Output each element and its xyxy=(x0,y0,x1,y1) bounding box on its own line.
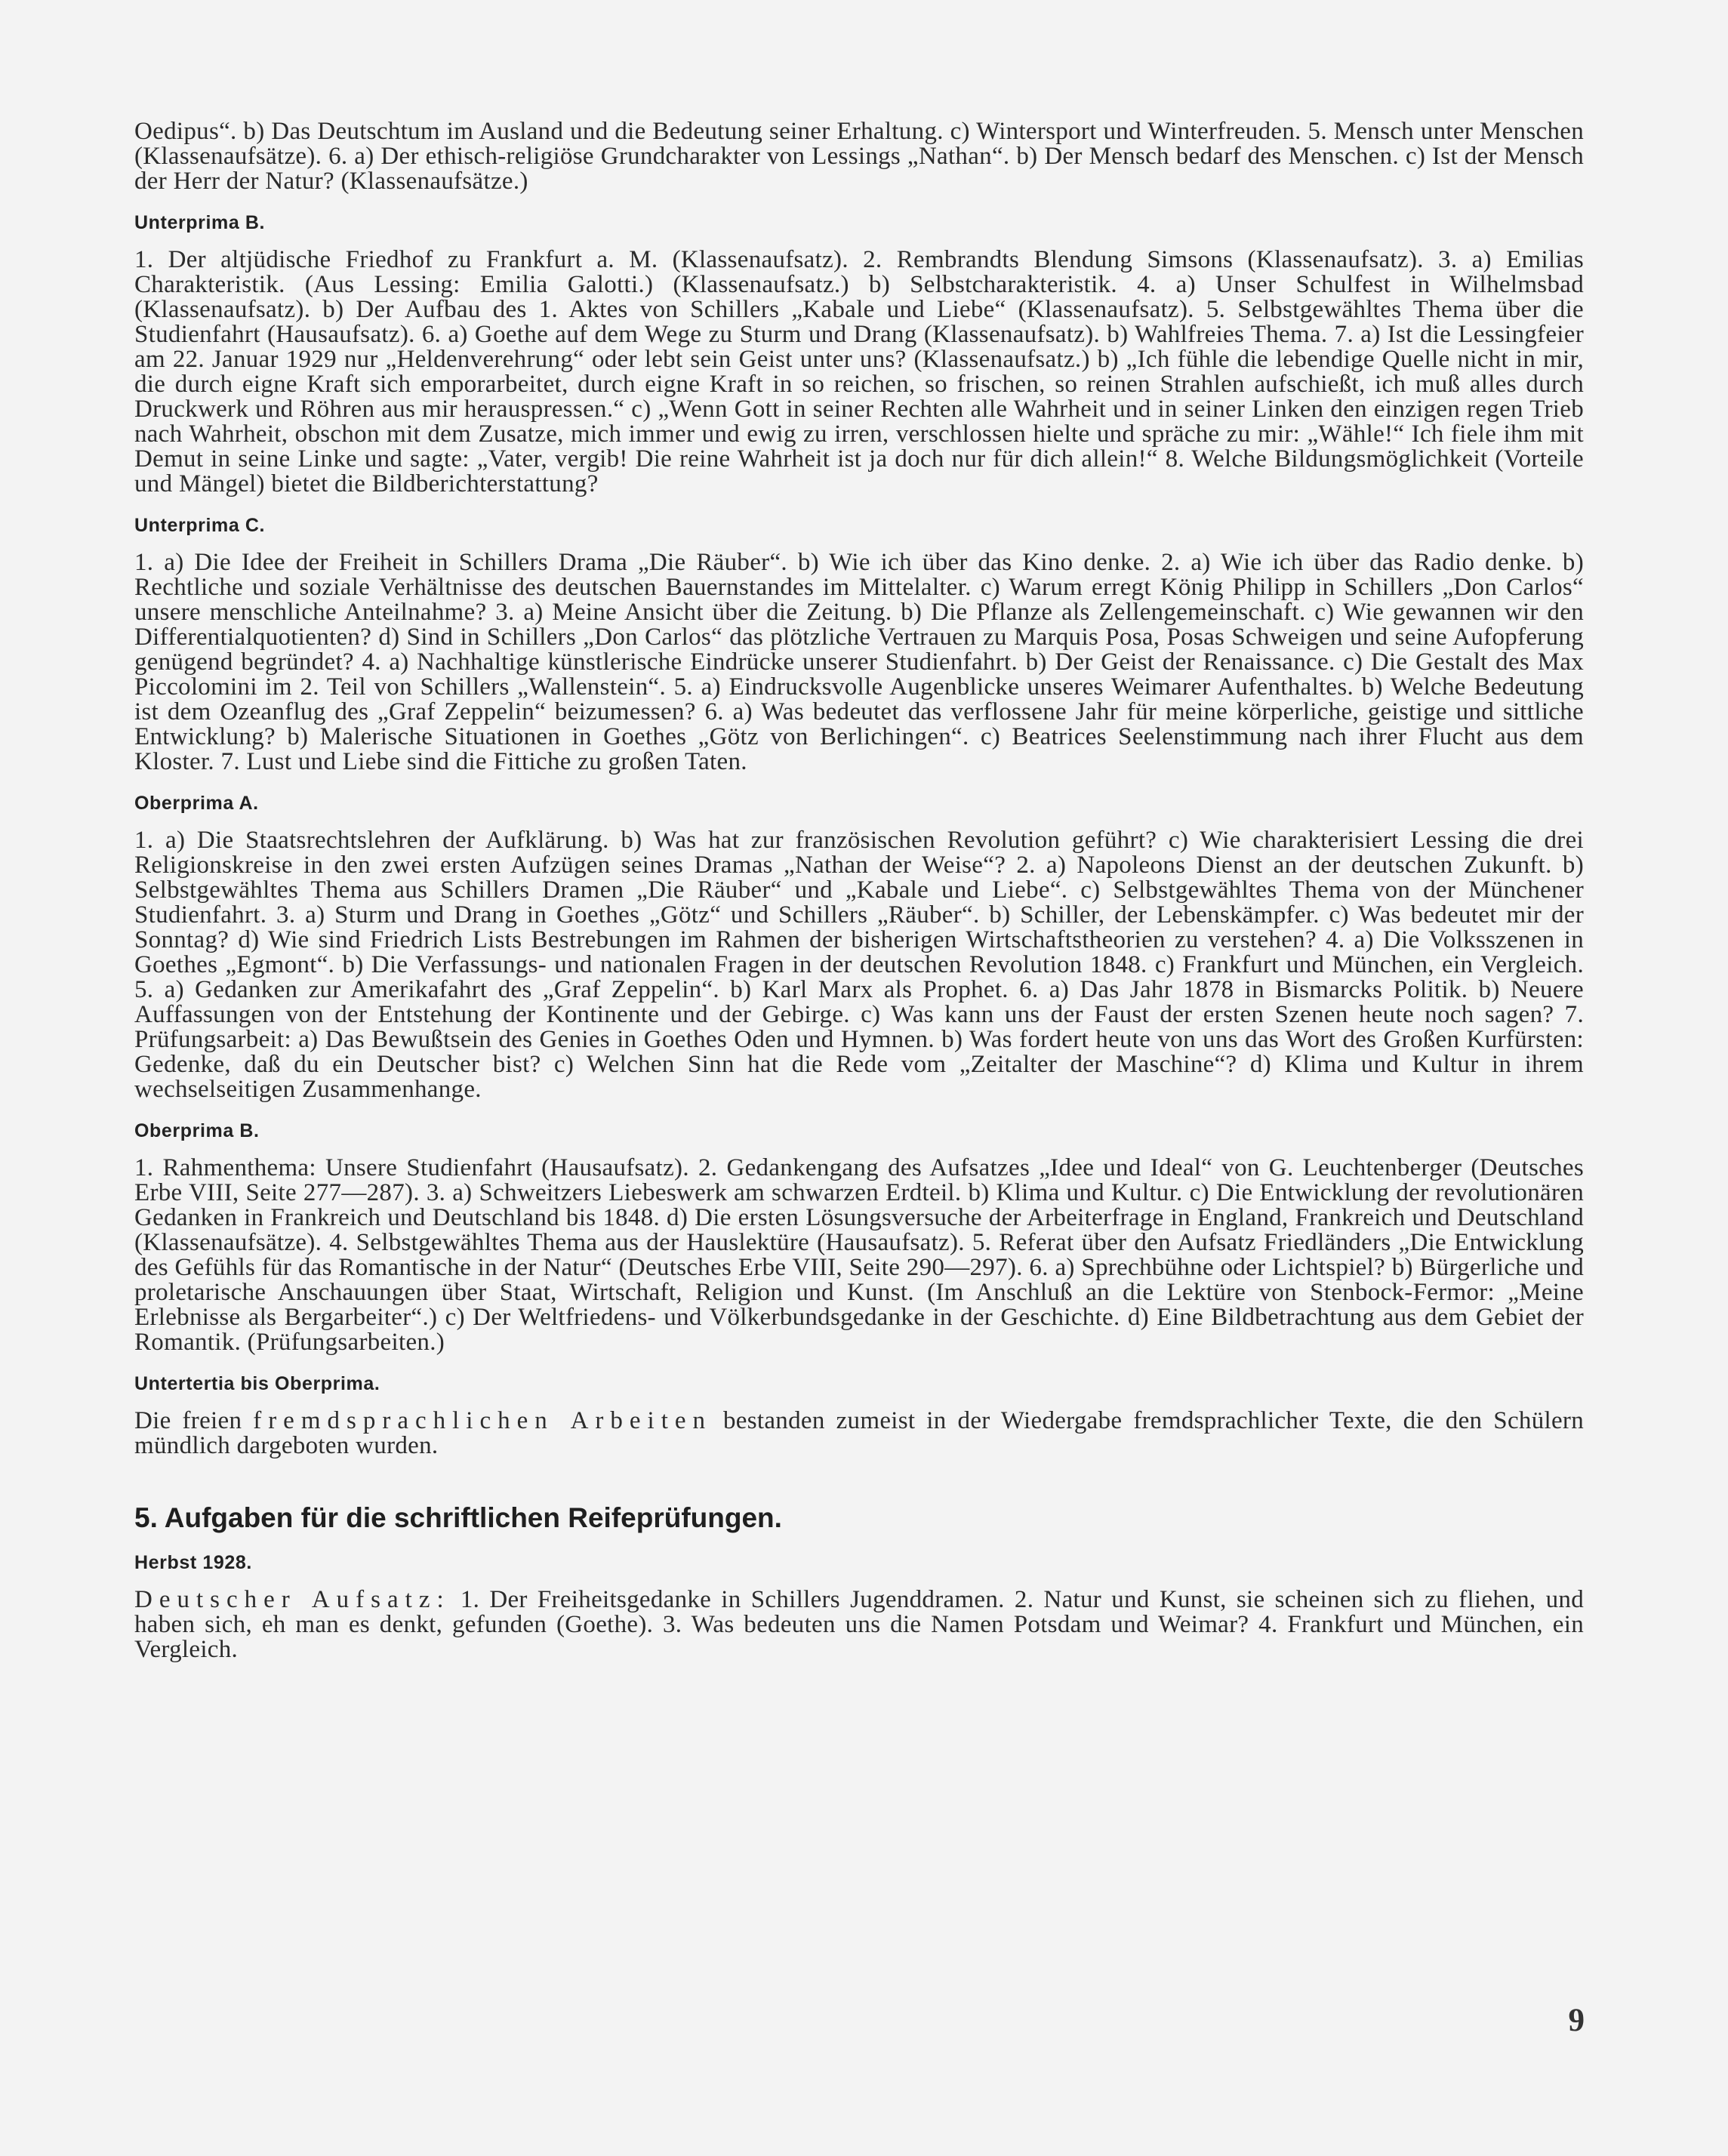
untertertia-spaced-text: fremdsprachlichen Arbeiten xyxy=(253,1407,713,1434)
chapter-subheading: Herbst 1928. xyxy=(134,1552,252,1573)
section-heading-unterprima-c: Unterprima C. xyxy=(134,515,266,536)
intro-paragraph: Oedipus“. b) Das Deutschtum im Ausland und die Bedeutung seiner Erhaltung. c) Wintersport und Winterfreuden. 5. Mensch unter Menschen (Klassenaufsätze). 6. a) Der ethisch-religiöse Grundcharakter von Lessings „Nathan“. b) Der Mensch bedarf des Menschen. c) Ist der Mensch der Herr der Natur? (Klassenaufsätze.) xyxy=(134,118,1584,195)
section-text-oberprima-b: 1. Rahmenthema: Unsere Studienfahrt (Hausaufsatz). 2. Gedankengang des Aufsatzes „Idee und Ideal“ von G. Leuchtenberger (Deutsches Erbe VIII, Seite 277—287). 3. a) Schweitzers Liebeswerk am schwarzen Erdteil. b) Klima und Kultur. c) Die Entwicklung der revolutionären Gedanken in Frankreich und Deutschland bis 1848. d) Die ersten Lösungsversuche der Arbeiterfrage in England, Frankreich und Deutschland (Klassenaufsätze). 4. Selbstgewähltes Thema aus der Hauslektüre (Hausaufsatz). 5. Referat über den Aufsatz Friedländers „Die Entwicklung des Gefühls für das Romantische in der Natur“ (Deutsches Erbe VIII, Seite 290—297). 6. a) Sprechbühne oder Lichtspiel? b) Bürgerliche und proletarische Anschauungen über Staat, Wirtschaft, Religion und Kunst. (Im Anschluß an die Lektüre von Stenbock-Fermor: „Meine Erlebnisse als Bergarbeiter“.) c) Der Weltfriedens- und Völkerbundsgedanke in der Geschichte. d) Eine Bildbetrachtung aus dem Gebiet der Romantik. (Prüfungsarbeiten.) xyxy=(134,1154,1584,1356)
untertertia-text-after: bestanden zumeist in der Wiedergabe fremdsprachlicher Texte, die den Schülern mündlich dargeboten wurden. xyxy=(134,1407,1585,1459)
section-text-unterprima-c: 1. a) Die Idee der Freiheit in Schillers Drama „Die Räuber“. b) Wie ich über das Kino denke. 2. a) Wie ich über das Radio denke. b) Rechtliche und soziale Verhältnisse des deutschen Bauernstandes im Mittelalter. c) Warum erregt König Philipp in Schillers „Don Carlos“ unsere menschliche Anteilnahme? 3. a) Meine Ansicht über die Zeitung. b) Die Pflanze als Zellengemeinschaft. c) Wie gewannen wir den Differentialquotienten? d) Sind in Schillers „Don Carlos“ das plötzliche Vertrauen zu Marquis Posa, Posas Schweigen und seine Aufopferung genügend begründet? 4. a) Nachhaltige künstlerische Eindrücke unserer Studienfahrt. b) Der Geist der Renaissance. c) Die Gestalt des Max Piccolomini im 2. Teil von Schillers „Wallenstein“. 5. a) Eindrucksvolle Augenblicke unseres Weimarer Aufenthaltes. b) Welche Bedeutung ist dem Ozeanflug des „Graf Zeppelin“ beizumessen? 6. a) Was bedeutet das verflossene Jahr für meine körperliche, geistige und sittliche Entwicklung? b) Malerische Situationen in Goethes „Götz von Berlichingen“. c) Beatrices Seelenstimmung nach ihrer Flucht aus dem Kloster. 7. Lust und Liebe sind die Fittiche zu großen Taten. xyxy=(134,549,1584,775)
page-number: 9 xyxy=(1568,2003,1585,2038)
section-heading-oberprima-a: Oberprima A. xyxy=(134,793,259,814)
section-text-untertertia xyxy=(134,1409,1584,1458)
chapter-title: 5. Aufgaben für die schriftlichen Reifeprüfungen. xyxy=(134,1502,782,1533)
chapter-text-body: 1. Der Freiheitsgedanke in Schillers Jugenddramen. 2. Natur und Kunst, sie scheinen sich zu fliehen, und haben sich, eh man es denkt, gefunden (Goethe). 3. Was bedeuten uns die Namen Potsdam und Weimar? 4. Frankfurt und München, ein Vergleich. xyxy=(134,1586,1585,1663)
chapter-text xyxy=(134,1588,1584,1662)
section-text-unterprima-b: 1. Der altjüdische Friedhof zu Frankfurt a. M. (Klassenaufsatz). 2. Rembrandts Blendung Simsons (Klassenaufsatz). 3. a) Emilias Charakteristik. (Aus Lessing: Emilia Galotti.) (Klassenaufsatz.) b) Selbstcharakteristik. 4. a) Unser Schulfest in Wilhelmsbad (Klassenaufsatz). b) Der Aufbau des 1. Aktes von Schillers „Kabale und Liebe“ (Klassenaufsatz). 5. Selbstgewähltes Thema über die Studienfahrt (Hausaufsatz). 6. a) Goethe auf dem Wege zu Sturm und Drang (Klassenaufsatz). b) Wahlfreies Thema. 7. a) Ist die Lessingfeier am 22. Januar 1929 nur „Heldenverehrung“ oder lebt sein Geist unter uns? (Klassenaufsatz.) b) „Ich fühle die lebendige Quelle nicht in mir, die durch eigne Kraft sich emporarbeitet, durch eigne Kraft in so reichen, so frischen, so reinen Strahlen aufschießt, ich muß alles durch Druckwerk und Röhren aus mir herauspressen.“ c) „Wenn Gott in seiner Rechten alle Wahrheit und in seiner Linken den einzigen regen Trieb nach Wahrheit, obschon mit dem Zusatze, mich immer und ewig zu irren, verschlossen hielte und spräche zu mir: „Wähle!“ Ich fiele ihm mit Demut in seine Linke und sagte: „Vater, vergib! Die reine Wahrheit ist ja doch nur für dich allein!“ 8. Welche Bildungsmöglichkeit (Vorteile und Mängel) bietet die Bildberichterstattung? xyxy=(134,246,1584,497)
document-page xyxy=(134,119,1584,1662)
chapter-spaced-label: Deutscher Aufsatz: xyxy=(134,1586,451,1613)
section-heading-untertertia: Untertertia bis Oberprima. xyxy=(134,1373,380,1394)
section-text-oberprima-a: 1. a) Die Staatsrechtslehren der Aufklärung. b) Was hat zur französischen Revolution geführt? c) Wie charakterisiert Lessing die drei Religionskreise in den zwei ersten Aufzügen seines Dramas „Nathan der Weise“? 2. a) Napoleons Dienst an der deutschen Zukunft. b) Selbstgewähltes Thema aus Schillers Dramen „Die Räuber“ und „Kabale und Liebe“. c) Selbstgewähltes Thema von der Münchener Studienfahrt. 3. a) Sturm und Drang in Goethes „Götz“ und Schillers „Räuber“. b) Schiller, der Lebenskämpfer. c) Was bedeutet mir der Sonntag? d) Wie sind Friedrich Lists Bestrebungen im Rahmen der bisherigen Wirtschaftstheorien zu verstehen? 4. a) Die Volksszenen in Goethes „Egmont“. b) Die Verfassungs- und nationalen Fragen in der deutschen Revolution 1848. c) Frankfurt und München, ein Vergleich. 5. a) Gedanken zur Amerikafahrt des „Graf Zeppelin“. b) Karl Marx als Prophet. 6. a) Das Jahr 1878 in Bismarcks Politik. b) Neuere Auffassungen von der Entstehung der Kontinente und der Gebirge. c) Was kann uns der Faust der ersten Szenen heute noch sagen? 7. Prüfungsarbeit: a) Das Bewußtsein des Genies in Goethes Oden und Hymnen. b) Was fordert heute von uns das Wort des Großen Kurfürsten: Gedenke, daß du ein Deutscher bist? c) Welchen Sinn hat die Rede vom „Zeitalter der Maschine“? d) Klima und Kultur in ihrem wechselseitigen Zusammenhange. xyxy=(134,827,1584,1103)
section-heading-oberprima-b: Oberprima B. xyxy=(134,1120,260,1141)
section-heading-unterprima-b: Unterprima B. xyxy=(134,212,266,233)
untertertia-text-before: Die freien xyxy=(134,1407,254,1434)
